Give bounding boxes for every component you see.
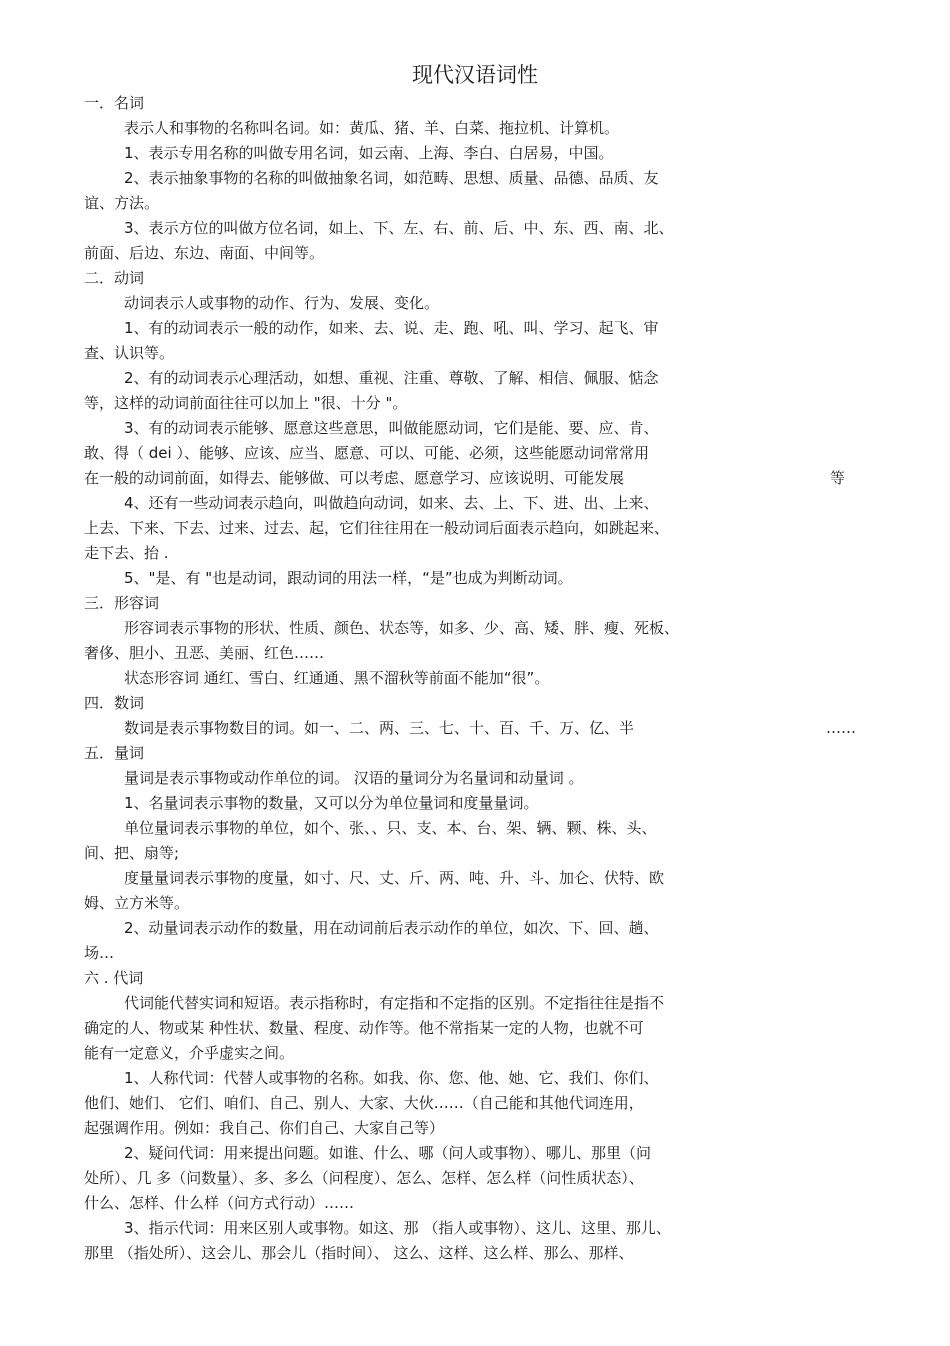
- text-line: 间、把、扇等;: [84, 844, 180, 862]
- text-line: 一．名词: [84, 94, 145, 112]
- text-line: 1、有的动词表示一般的动作，如来、去、说、走、跑、吼、叫、学习、起飞、审: [124, 319, 659, 337]
- text-line: 三．形容词: [84, 594, 160, 612]
- text-line: 代词能代替实词和短语。表示指称时，有定指和不定指的区别。不定指往往是指不: [124, 994, 665, 1012]
- text-line: 度量量词表示事物的度量，如寸、尺、丈、斤、两、吨、升、斗、加仑、伏特、欧: [124, 869, 665, 887]
- text-line: 2、有的动词表示心理活动，如想、重视、注重、尊敬、了解、相信、佩服、惦念: [124, 369, 659, 387]
- text-line: 前面、后边、东边、南面、中间等。: [84, 244, 325, 262]
- text-line: 起强调作用。例如：我自己、你们自己、大家自己等）: [84, 1119, 445, 1137]
- text-line: 3、表示方位的叫做方位名词，如上、下、左、右、前、后、中、东、西、南、北、: [124, 219, 674, 237]
- trailing-deng: 等: [830, 469, 846, 487]
- text-line: 1、表示专用名称的叫做专用名词，如云南、上海、李白、白居易，中国。: [124, 144, 614, 162]
- text-line: 四．数词: [84, 694, 145, 712]
- text-line: 形容词表示事物的形状、性质、颜色、状态等，如多、少、高、矮、胖、瘦、死板、: [124, 619, 680, 637]
- text-line: 表示人和事物的名称叫名词。如：黄瓜、猪、羊、白菜、拖拉机、计算机。: [124, 119, 620, 137]
- text-line: 敢、得（ dei ）、能够、应该、应当、愿意、可以、可能、必须，这些能愿动词常常用: [84, 444, 649, 462]
- text-line: 2、表示抽象事物的名称的叫做抽象名词，如范畴、思想、质量、品德、品质、友: [124, 169, 659, 187]
- text-line: 5、"是、有 "也是动词，跟动词的用法一样，“是”也成为判断动词。: [124, 569, 573, 587]
- text-line: 数词是表示事物数目的词。如一、二、两、三、七、十、百、千、万、亿、半: [124, 719, 635, 737]
- text-line: 量词是表示事物或动作单位的词。 汉语的量词分为名量词和动量词 。: [124, 769, 584, 787]
- text-line: 能有一定意义，介乎虚实之间。: [84, 1044, 295, 1062]
- text-line: 处所）、几 多（问数量）、多、多么（问程度）、怎么、怎样、怎么样（问性质状态）、: [84, 1169, 644, 1187]
- text-line: 什么、怎样、什么样（问方式行动）……: [84, 1194, 355, 1212]
- page-title: 现代汉语词性: [412, 63, 538, 87]
- text-line: 动词表示人或事物的动作、行为、发展、变化。: [124, 294, 440, 312]
- text-line: 查、认识等。: [84, 344, 175, 362]
- text-line: 谊、方法。: [84, 194, 160, 212]
- text-line: 单位量词表示事物的单位，如个、张、、只、支、本、台、架、辆、颗、株、头、: [124, 819, 657, 837]
- text-line: 六 . 代词: [84, 969, 144, 987]
- text-line: 他们、她们、 它们、咱们、自己、别人、大家、大伙……（自己能和其他代词连用，: [84, 1094, 644, 1112]
- text-line: 4、还有一些动词表示趋向，叫做趋向动词，如来、去、上、下、进、出、上来、: [124, 494, 659, 512]
- text-line: 等，这样的动词前面往往可以加上 "很、十分 "。: [84, 394, 408, 412]
- text-line: 那里 （指处所）、这会儿、那会儿（指时间）、 这么、这样、这么样、那么、那样、: [84, 1244, 634, 1262]
- text-line: 1、人称代词：代替人或事物的名称。如我、你、您、他、她、它、我们、你们、: [124, 1069, 659, 1087]
- text-line: 二．动词: [84, 269, 145, 287]
- text-line: 2、动量词表示动作的数量，用在动词前后表示动作的单位，如次、下、回、趟、: [124, 919, 659, 937]
- text-line: 上去、下来、下去、过来、过去、起，它们往往用在一般动词后面表示趋向，如跳起来、: [84, 519, 670, 537]
- text-line: 在一般的动词前面，如得去、能够做、可以考虑、愿意学习、应该说明、可能发展: [84, 469, 625, 487]
- text-line: 姆、立方米等。: [84, 894, 190, 912]
- text-line: 走下去、抬 .: [84, 544, 169, 562]
- text-line: 3、有的动词表示能够、愿意这些意思，叫做能愿动词，它们是能、要、应、肯、: [124, 419, 659, 437]
- text-line: 状态形容词 通红、雪白、红通通、黑不溜秋等前面不能加“很”。: [124, 669, 550, 687]
- text-line: 确定的人、物或某 种性状、数量、程度、动作等。他不常指某一定的人物，也就不可: [84, 1019, 644, 1037]
- text-line: 1、名量词表示事物的数量，又可以分为单位量词和度量量词。: [124, 794, 539, 812]
- text-line: 2、疑问代词：用来提出问题。如谁、什么、哪（问人或事物）、哪儿、那里（问: [124, 1144, 652, 1162]
- text-line: 3、指示代词：用来区别人或事物。如这、那 （指人或事物）、这儿、这里、那儿、: [124, 1219, 671, 1237]
- trailing-ellipsis: ……: [826, 719, 856, 737]
- text-line: 场…: [84, 944, 115, 962]
- text-line: 奢侈、胆小、丑恶、美丽、红色……: [84, 644, 325, 662]
- text-line: 五．量词: [84, 744, 145, 762]
